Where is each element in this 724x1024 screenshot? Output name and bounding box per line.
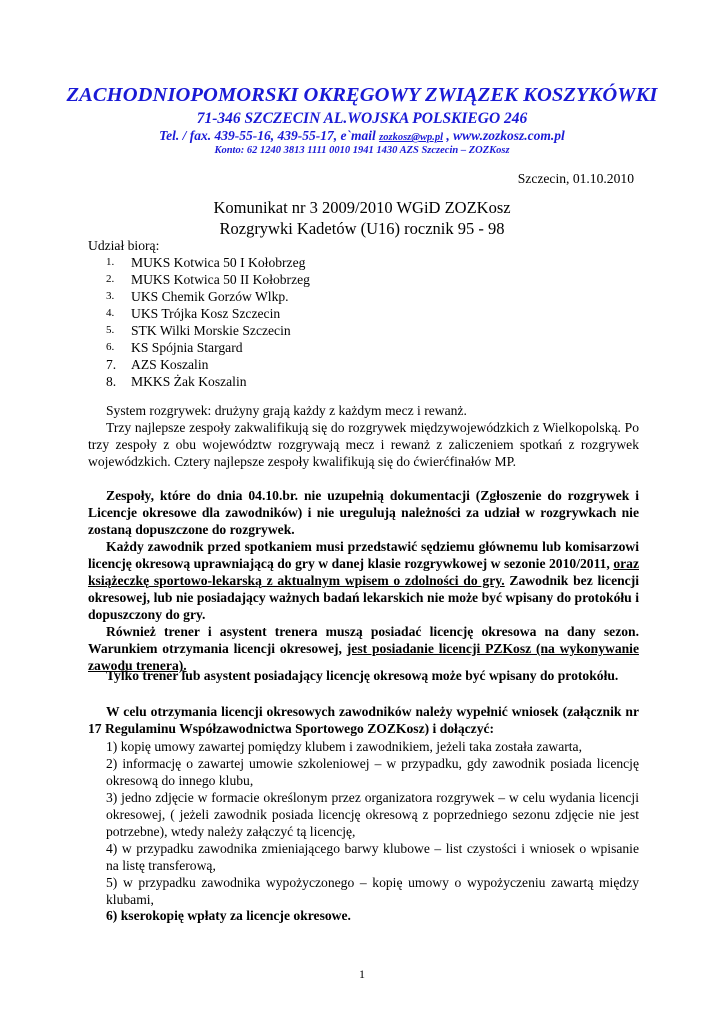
contact-email-link[interactable]: zozkosz@wp.pl [379,132,444,143]
attachment-item: 5) w przypadku zawodnika wypożyczonego – kopię umowy o wypożyczeniu zawartą między klubami, [106,875,639,907]
team-name: UKS Trójka Kosz Szczecin [131,306,281,321]
rule-player-license-text: Każdy zawodnik przed spotkaniem musi przedstawić sędziemu głównemu lub komisarzowi licencję okresową uprawniającą do gry w danej klasie rozgrywkowej w sezonie 2010/2011, [88,539,639,571]
team-name: MUKS Kotwica 50 II Kołobrzeg [131,272,310,287]
team-name: UKS Chemik Gorzów Wlkp. [131,289,289,304]
letterhead-address: 71-346 SZCZECIN AL.WOJSKA POLSKIEGO 246 [196,110,528,127]
rule-player-license [88,538,639,623]
rule-player-license-tail: Zawodnik bez licencji okresowej, lub nie posiadający ważnych badań lekarskich nie może być wpisany do protokółu i dopuszczony do gry. [88,573,639,622]
document-title: Komunikat nr 3 2009/2010 WGiD ZOZKosz [213,198,511,217]
system-line: System rozgrywek: drużyny grają każdy z każdym mecz i rewanż. [106,403,467,418]
letterhead-bank-account: Konto: 62 1240 3813 1111 0010 1941 1430 AZS Szczecin – ZOZKosz [214,145,510,156]
team-number: 2. [106,273,115,285]
page-number: 1 [359,967,365,981]
team-number: 6. [106,341,115,353]
team-number: 7. [106,357,117,372]
team-number: 3. [106,290,115,302]
attachment-item: 4) w przypadku zawodnika zmieniającego barwy klubowe – list czystości i wniosek o wpisanie na listę transferową, [106,841,639,873]
participants-label: Udział biorą: [88,238,160,253]
team-name: STK Wilki Morskie Szczecin [131,323,291,338]
contact-website: , www.zozkosz.com.pl [443,128,565,143]
rule-application: W celu otrzymania licencji okresowych zawodników należy wypełnić wniosek (załącznik nr 17 Regulaminu Współzawodnictwa Sportowego ZOZKosz) i dołączyć: [88,704,639,736]
rule-medical-book: oraz książeczkę sportowo-lekarską z aktualnym wpisem o zdolności do gry. [88,556,639,588]
attachment-item: 1) kopię umowy zawartej pomiędzy klubem i zawodnikiem, jeżeli taka została zawarta, [106,739,582,754]
attachment-item: 3) jedno zdjęcie w formacie określonym przez organizatora rozgrywek – w celu wydania licencji okresowej, ( jeżeli zawodnik posiada licencję okresową z poprzedniego sezonu zdjęcie nie jest potrzebne), wtedy należy załączyć tą licencję, [106,790,639,839]
document-subtitle: Rozgrywki Kadetów (U16) rocznik 95 - 98 [219,219,505,238]
team-name: KS Spójnia Stargard [131,340,243,355]
system-paragraph: Trzy najlepsze zespoły zakwalifikują się do rozgrywek międzywojewódzkich z Wielkopolską. Po trzy zespoły z obu województw rozgrywają mecz i rewanż z zaliczeniem spotkań z rozgrywek wojewódzkich. Cztery najlepsze zespoły kwalifikują się do ćwierćfinałów MP. [88,420,639,469]
rule-coach-license-text: Również trener i asystent trenera muszą posiadać licencję okresowa na dany sezon. Warunkiem otrzymania licencji okresowej, [88,624,639,656]
team-number: 1. [106,256,115,268]
team-name: AZS Koszalin [131,357,209,372]
rule-coach-pzkosz: jest posiadanie licencji PZKosz (na wykonywanie zawodu trenera). [88,641,639,673]
attachment-item: 6) kserokopię wpłaty za licencje okresowe. [106,908,351,923]
document-date: Szczecin, 01.10.2010 [517,171,634,186]
attachment-item: 2) informację o zawartej umowie szkoleniowej – w przypadku, gdy zawodnik posiada licencję okresową do innego klubu, [106,756,639,788]
rule-documentation: Zespoły, które do dnia 04.10.br. nie uzupełnią dokumentacji (Zgłoszenie do rozgrywek i Licencje okresowe dla zawodników) i nie uregulują należności za udział w rozgrywkach nie zostaną dopuszczone do rozgrywek. [88,488,639,537]
team-number: 4. [106,307,115,319]
letterhead-contact [0,128,724,144]
team-name: MKKS Żak Koszalin [131,374,247,389]
contact-phone: Tel. / fax. 439-55-16, 439-55-17, e`mail [159,128,380,143]
team-number: 5. [106,324,115,336]
team-number: 8. [106,374,117,389]
team-name: MUKS Kotwica 50 I Kołobrzeg [131,255,306,270]
rule-coach-protocol: Tylko trener lub asystent posiadający licencję okresową może być wpisany do protokółu. [106,668,619,683]
letterhead-org-name: ZACHODNIOPOMORSKI OKRĘGOWY ZWIĄZEK KOSZYKÓWKI [66,84,658,106]
